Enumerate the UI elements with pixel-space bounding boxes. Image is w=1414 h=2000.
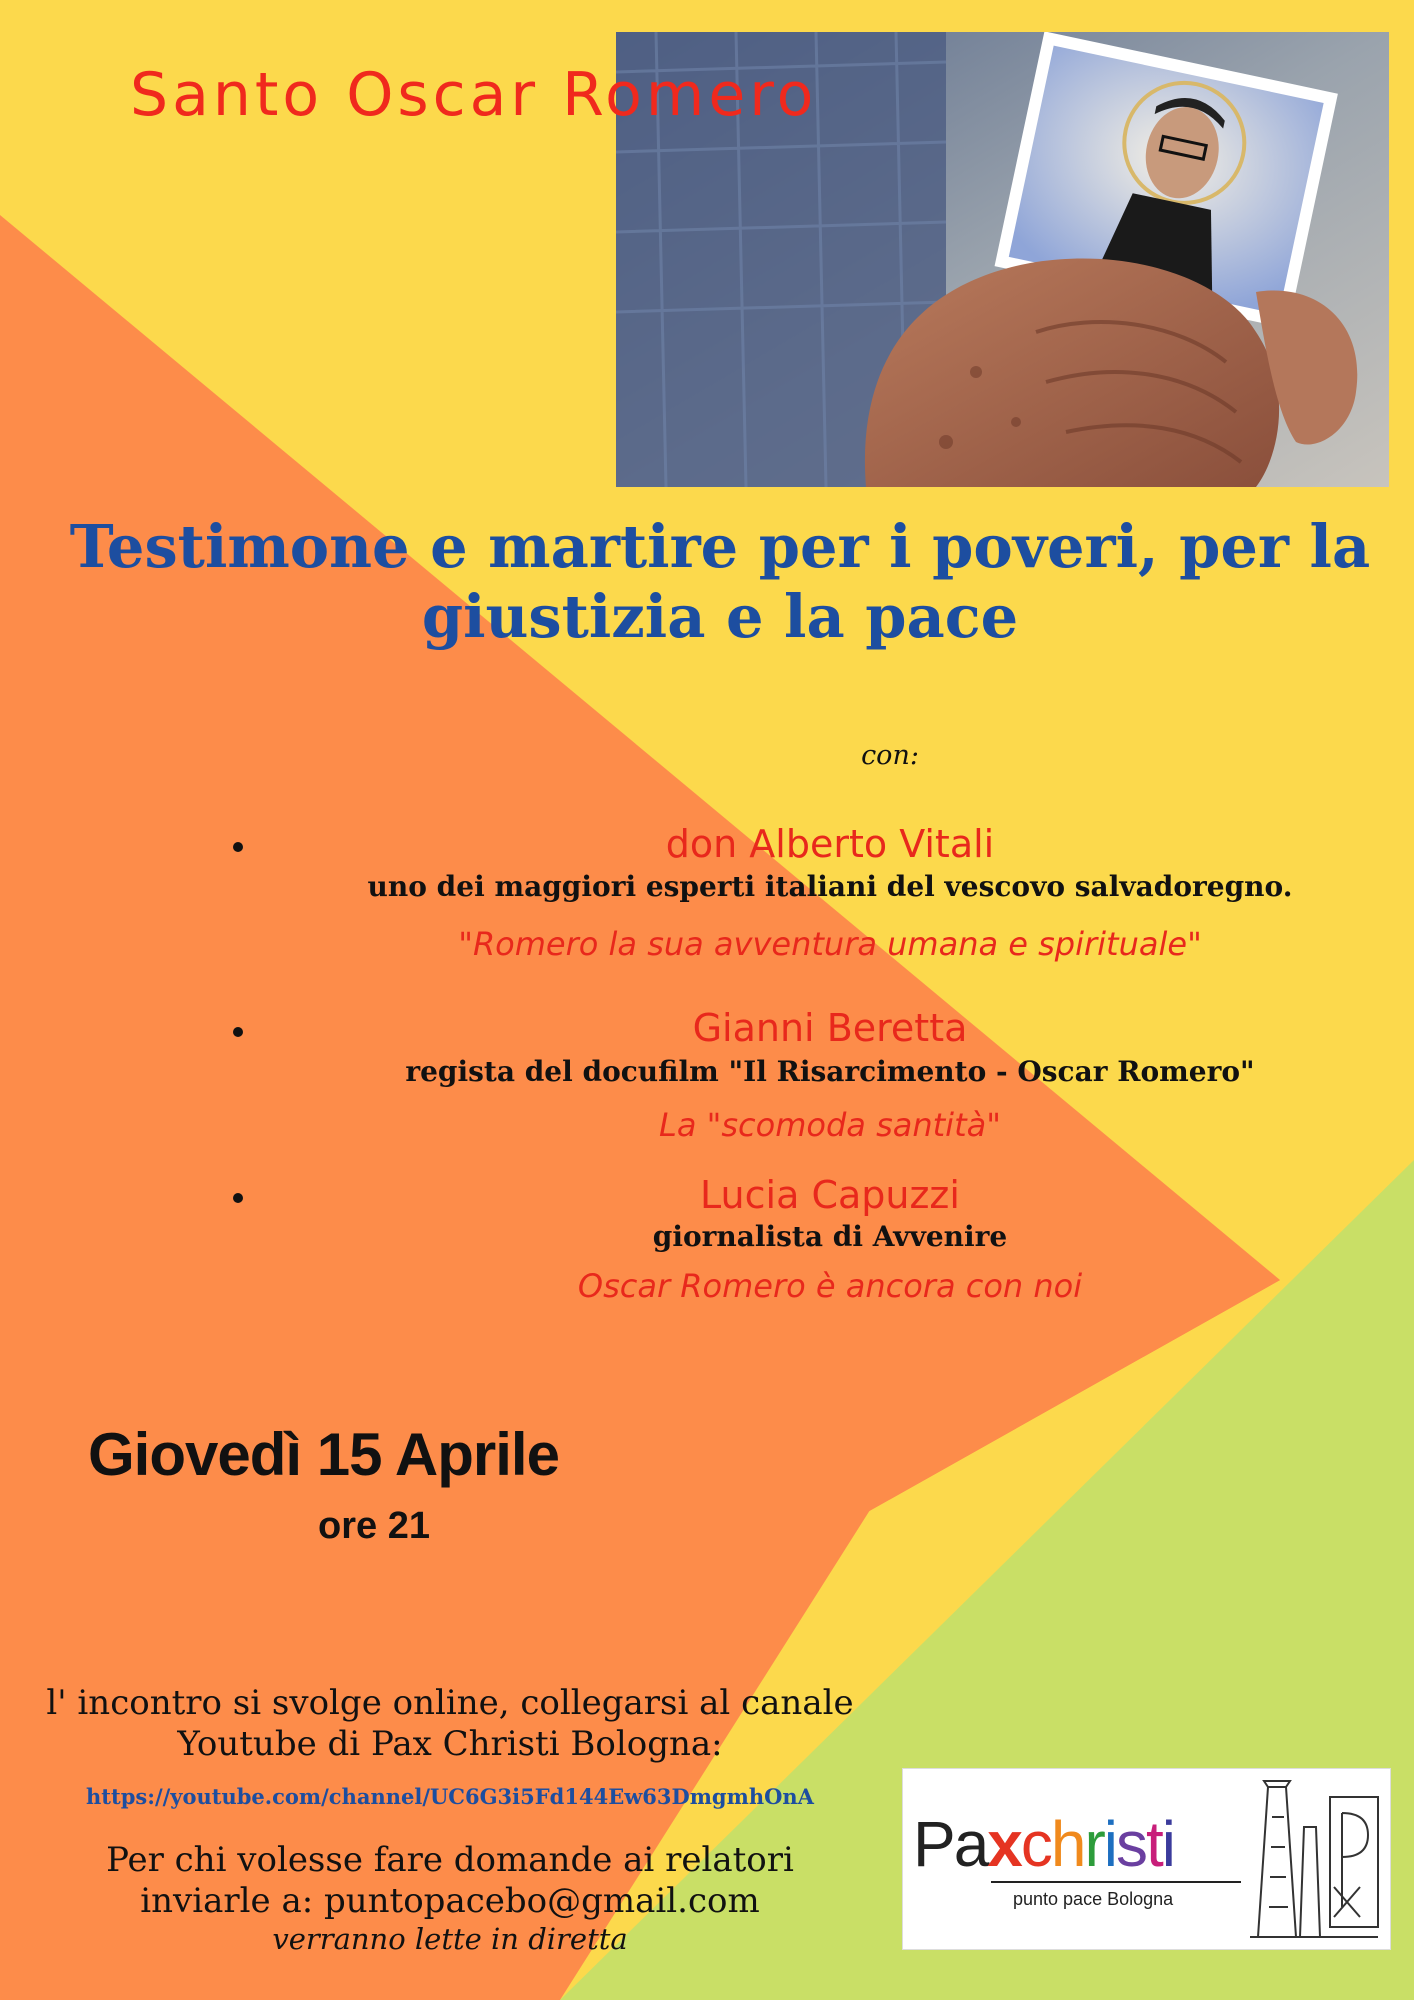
questions-info [0,1840,900,1922]
logo-pa: Pa [913,1808,988,1880]
online-info-line-2: Youtube di Pax Christi Bologna: [177,1724,723,1764]
youtube-channel-link[interactable]: https://youtube.com/channel/UC6G3i5Fd144Ew63DmgmhOnA [86,1784,814,1809]
logo-letter: i [1161,1808,1174,1880]
logo-letter: s [1116,1808,1146,1880]
logo-letter: c [1020,1808,1051,1880]
event-date: Giovedì 15 Aprile [88,1421,559,1488]
speaker-name-1: don Alberto Vitali [665,822,995,866]
event-title: Santo Oscar Romero [130,60,818,130]
logo-subtitle: punto pace Bologna [1013,1889,1174,1909]
questions-line-2: inviarle a: puntopacebo@gmail.com [140,1881,760,1921]
logo-letter: i [1103,1808,1116,1880]
headline-line-2: giustizia e la pace [421,582,1019,651]
online-info [0,1683,900,1765]
logo-letter: h [1050,1808,1085,1880]
con-label: con: [861,740,919,771]
logo-wordmark [913,1807,1174,1881]
logo-letter: t [1146,1808,1162,1880]
pax-christi-logo [902,1768,1391,1950]
questions-line-1: Per chi volesse fare domande ai relatori [106,1840,794,1880]
online-info-line-1: l' incontro si svolge online, collegarsi al canale [46,1683,854,1723]
speaker-name-2: Gianni Beretta [692,1006,968,1050]
headline [40,512,1400,652]
speaker-description-1: uno dei maggiori esperti italiani del vescovo salvadoregno. [367,870,1293,903]
questions-note: verranno lette in diretta [272,1922,628,1956]
logo-letter: r [1084,1808,1104,1880]
speaker-name-3: Lucia Capuzzi [700,1173,960,1217]
logo-underline [991,1881,1241,1883]
speaker-talk-2: La "scomoda santità" [659,1106,1001,1144]
headline-line-1: Testimone e martire per i poveri, per la [69,512,1371,581]
speaker-description-3: giornalista di Avvenire [652,1220,1008,1253]
speaker-talk-3: Oscar Romero è ancora con noi [577,1267,1083,1305]
bologna-towers-sketch-icon [1238,1777,1383,1941]
event-time: ore 21 [318,1505,430,1547]
speaker-talk-1: "Romero la sua avventura umana e spirituale" [458,925,1202,963]
speaker-description-2: regista del docufilm "Il Risarcimento - Oscar Romero" [405,1055,1255,1088]
logo-x: x [987,1808,1021,1880]
